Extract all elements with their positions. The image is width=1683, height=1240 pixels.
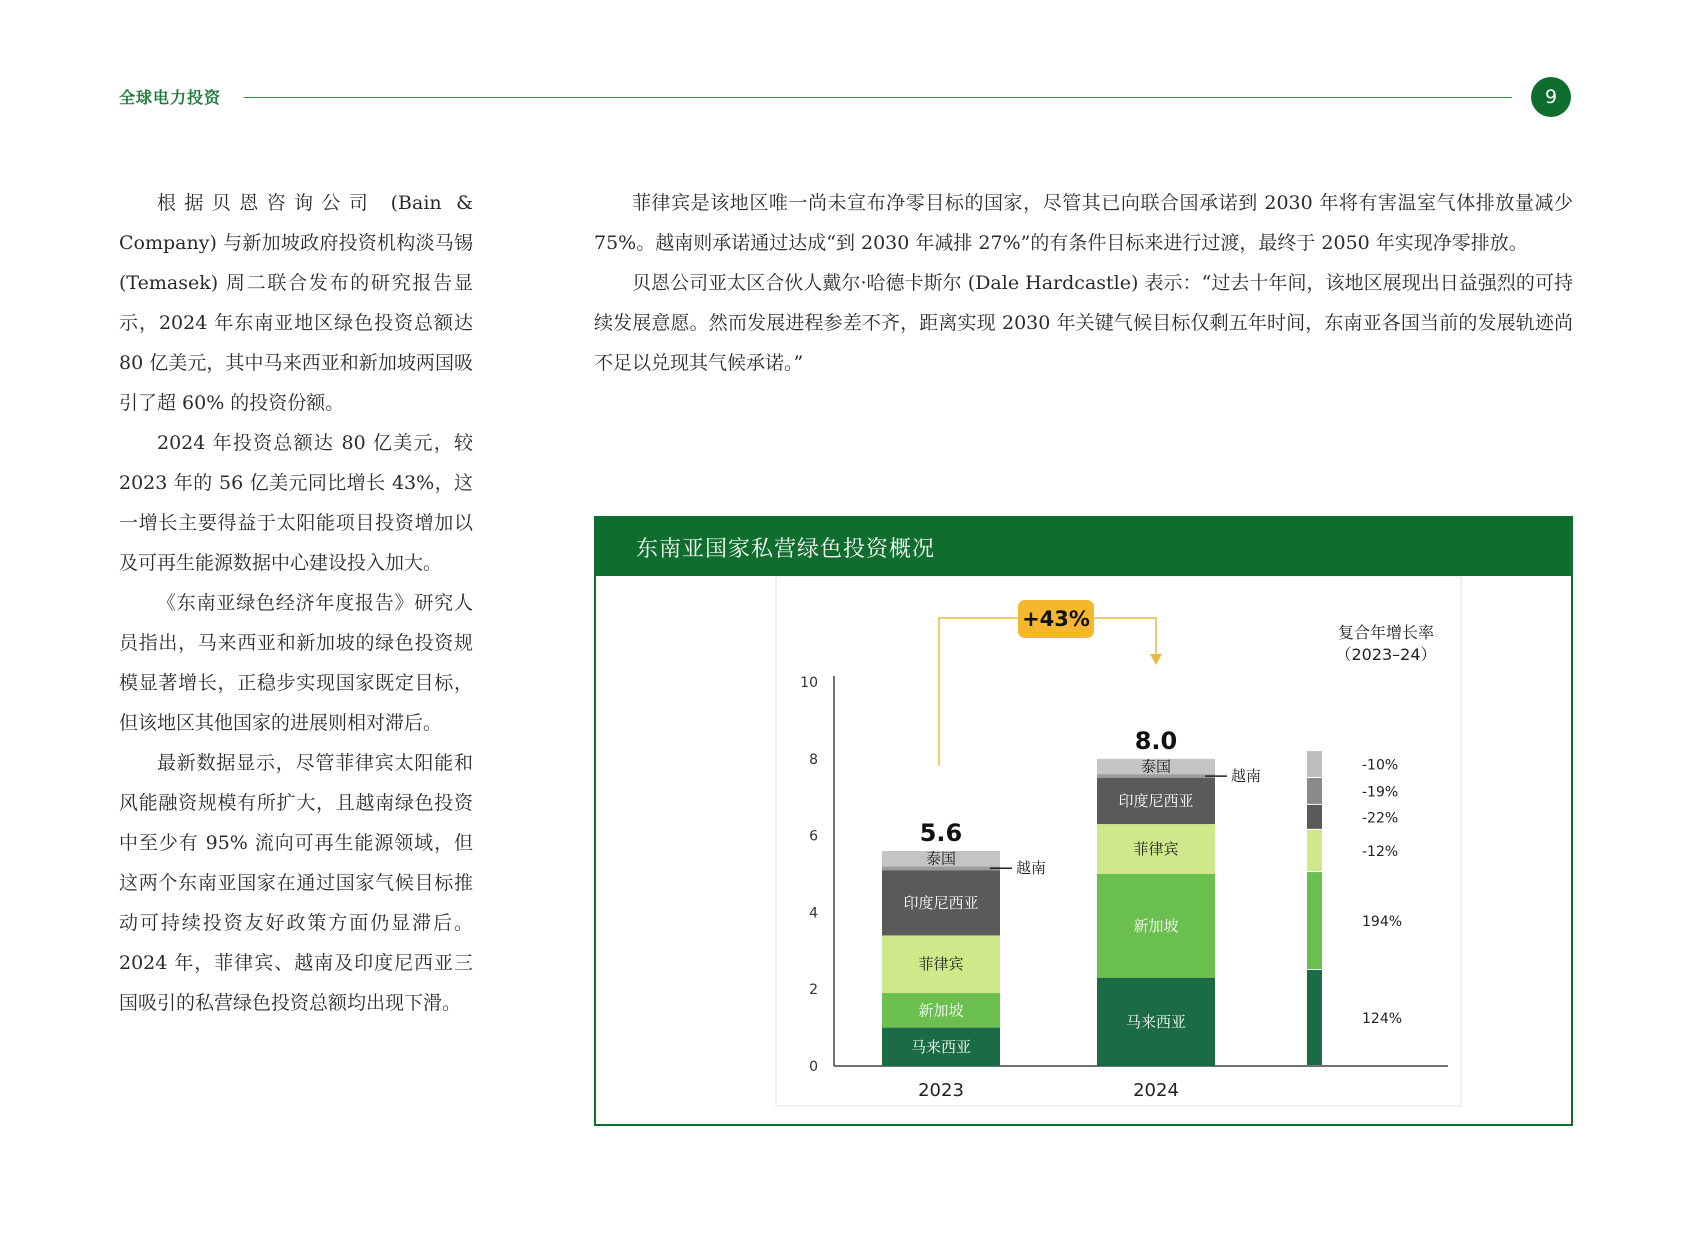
y-tick-label: 6 [809,828,818,845]
segment-label: 马来西亚 [910,1037,972,1056]
segment-label: 新加坡 [918,1001,964,1020]
y-tick-label: 4 [809,905,818,922]
growth-connector-line [939,618,1018,766]
header-title: 全球电力投资 [119,88,222,107]
bar-total-label: 5.6 [919,818,963,847]
segment-label: 菲律宾 [1133,840,1179,859]
segment-label: 泰国 [925,849,957,868]
left-paragraph-1: 根据贝恩咨询公司 (Bain & Company) 与新加坡政府投资机构淡马锡 (Temasek) 周二联合发布的研究报告显示，2024 年东南亚地区绿色投资总额达 80 亿美元，其中马来西亚和新加坡两国吸引了超 60% 的投资份额。 [119,192,473,414]
segment-label: 印度尼西亚 [903,893,979,912]
left-paragraph-2: 2024 年投资总额达 80 亿美元，较 2023 年的 56 亿美元同比增长 43%，这一增长主要得益于太阳能项目投资增加以及可再生能源数据中心建设投入加大。 [119,432,473,574]
growth-connector-line [1089,618,1156,656]
x-tick-label: 2023 [918,1080,964,1101]
growth-badge-label: +43% [1022,607,1090,631]
chart-box [594,516,1573,1126]
left-paragraph-4: 最新数据显示，尽管菲律宾太阳能和风能融资规模有所扩大，且越南绿色投资中至少有 95% 流向可再生能源领域，但这两个东南亚国家在通过国家气候目标推动可持续投资友好政策方面仍显滞后。2024 年，菲律宾、越南及印度尼西亚三国吸引的私营绿色投资总额均出现下滑。 [119,752,473,1014]
cagr-title: 复合年增长率 [1337,623,1435,642]
stacked-bar-chart [596,576,1571,1124]
chart-header [596,518,1571,576]
cagr-label: -12% [1362,843,1399,860]
segment-label: 马来西亚 [1125,1012,1187,1031]
segment-label: 越南 [1016,859,1047,878]
left-column [119,183,473,1023]
right-paragraph-2: 贝恩公司亚太区合伙人戴尔·哈德卡斯尔 (Dale Hardcastle) 表示：“过去十年间，该地区展现出日益强烈的可持续发展意愿。然而发展进程参差不齐，距离实现 2030 年关键气候目标仅剩五年时间，东南亚各国当前的发展轨迹尚不足以兑现其气候承诺。” [594,272,1573,374]
cagr-segment [1307,751,1322,777]
chart-title: 东南亚国家私营绿色投资概况 [636,537,936,562]
growth-arrowhead [1150,654,1162,665]
cagr-segment [1307,778,1322,804]
y-tick-label: 8 [809,751,818,768]
cagr-label: -22% [1362,810,1399,827]
x-tick-label: 2024 [1133,1080,1179,1101]
y-tick-label: 2 [809,982,818,999]
segment-label: 印度尼西亚 [1118,792,1194,811]
cagr-label: 194% [1362,914,1403,931]
y-tick-label: 0 [809,1059,818,1075]
page-number-badge: 9 [1531,77,1571,117]
segment-label: 新加坡 [1133,916,1179,935]
cagr-segment [1307,970,1322,1065]
segment-label: 菲律宾 [918,955,964,974]
cagr-label: -10% [1362,757,1399,774]
left-paragraph-3: 《东南亚绿色经济年度报告》研究人员指出，马来西亚和新加坡的绿色投资规模显著增长，正稳步实现国家既定目标，但该地区其他国家的进展则相对滞后。 [119,592,473,734]
header-rule [244,97,1512,98]
right-paragraph-1: 菲律宾是该地区唯一尚未宣布净零目标的国家，尽管其已向联合国承诺到 2030 年将有害温室气体排放量减少 75%。越南则承诺通过达成“到 2030 年减排 27%”的有条件目标来进行过渡，最终于 2050 年实现净零排放。 [594,192,1573,254]
cagr-segment [1307,805,1322,829]
cagr-segment [1307,872,1322,969]
cagr-subtitle: （2023–24） [1335,645,1437,664]
segment-label: 越南 [1231,767,1262,786]
bar-total-label: 8.0 [1134,726,1178,755]
cagr-segment [1307,830,1322,871]
right-column [594,183,1573,383]
y-tick-label: 10 [800,675,818,691]
segment-label: 泰国 [1140,757,1172,776]
cagr-label: -19% [1362,784,1399,801]
cagr-label: 124% [1362,1011,1403,1027]
